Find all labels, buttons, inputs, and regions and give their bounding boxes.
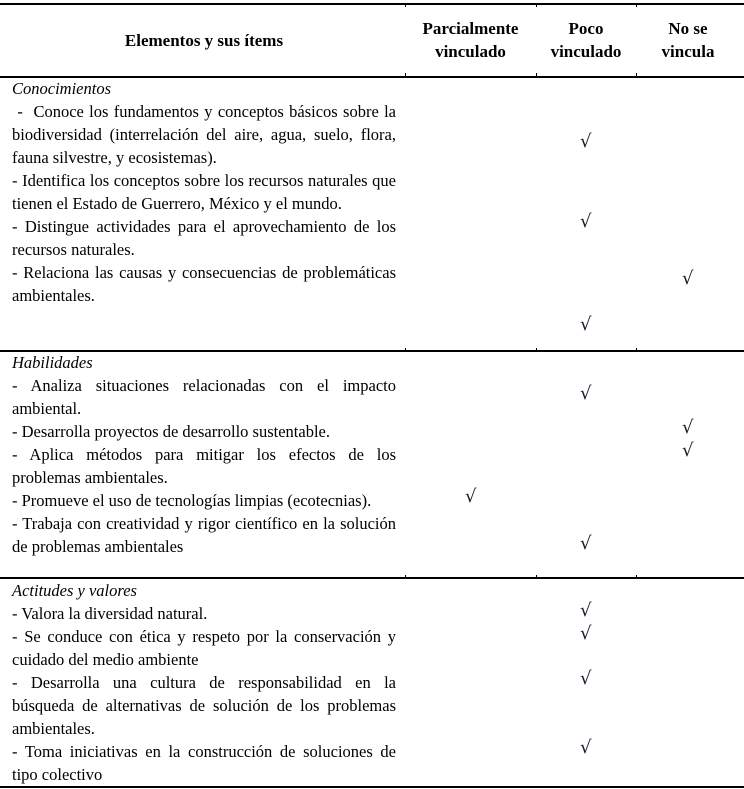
header-line: vinculado — [435, 42, 506, 61]
list-item: - Trabaja con creatividad y rigor científico en la solución de problemas ambientales — [12, 514, 396, 556]
check-icon: √ — [580, 314, 592, 335]
header-line: Poco — [568, 19, 604, 38]
list-item: - Relaciona las causas y consecuencias de problemáticas ambientales. — [12, 263, 396, 305]
col-divider-tick — [636, 348, 637, 352]
col-divider-tick — [405, 575, 406, 579]
list-item: - Analiza situaciones relacionadas con el impacto ambiental. — [12, 376, 396, 418]
table-top-rule — [0, 3, 744, 5]
table-bottom-rule — [0, 786, 744, 788]
list-item: - Se conduce con ética y respeto por la conservación y cuidado del medio ambiente — [12, 627, 396, 669]
section-title: Habilidades — [12, 353, 93, 372]
check-icon: √ — [580, 533, 592, 554]
col-divider-tick — [405, 3, 406, 7]
check-icon: √ — [682, 268, 694, 289]
check-icon: √ — [580, 623, 592, 644]
check-icon: √ — [580, 383, 592, 404]
list-item: - Identifica los conceptos sobre los recursos naturales que tienen el Estado de Guerrero, México y el mundo. — [12, 171, 396, 213]
header-parcialmente-vinculado — [405, 17, 536, 63]
header-elementos: Elementos y sus ítems — [124, 31, 284, 50]
header-no-se-vincula — [636, 17, 740, 63]
header-line: vincula — [661, 42, 715, 61]
list-item: - Promueve el uso de tecnologías limpias (ecotecnias). — [12, 491, 372, 510]
check-icon: √ — [580, 131, 592, 152]
check-icon: √ — [580, 211, 592, 232]
list-item: - Distingue actividades para el aprovechamiento de los recursos naturales. — [12, 217, 396, 259]
list-item: - Aplica métodos para mitigar los efectos de los problemas ambientales. — [12, 445, 396, 487]
header-line: Parcialmente — [422, 19, 519, 38]
check-icon: √ — [682, 417, 694, 438]
section-habilidades — [12, 351, 396, 558]
col-divider-tick — [636, 3, 637, 7]
check-icon: √ — [580, 600, 592, 621]
section-title: Conocimientos — [12, 79, 111, 98]
header-line: vinculado — [550, 42, 622, 61]
check-icon: √ — [682, 440, 694, 461]
list-item: - Desarrolla proyectos de desarrollo sustentable. — [12, 422, 330, 441]
check-icon: √ — [465, 486, 477, 507]
check-icon: √ — [580, 668, 592, 689]
col-divider-tick — [636, 73, 637, 77]
col-divider-tick — [405, 73, 406, 77]
col-divider-tick — [536, 575, 537, 579]
col-divider-tick — [636, 575, 637, 579]
list-item: - Toma iniciativas en la construcción de soluciones de tipo colectivo — [12, 742, 396, 784]
header-poco-vinculado — [536, 17, 636, 63]
list-item: - Conoce los fundamentos y conceptos básicos sobre la biodiversidad (interrelación del aire, agua, suelo, flora, fauna silvestre, y ecosistemas). — [12, 102, 401, 167]
header-line: No se — [668, 19, 708, 38]
col-divider-tick — [536, 348, 537, 352]
list-item: - Valora la diversidad natural. — [12, 604, 208, 623]
check-icon: √ — [580, 737, 592, 758]
col-divider-tick — [536, 73, 537, 77]
list-item: - Desarrolla una cultura de responsabilidad en la búsqueda de alternativas de solución de los problemas ambientales. — [12, 673, 396, 738]
col-divider-tick — [405, 348, 406, 352]
col-divider-tick — [536, 3, 537, 7]
section-conocimientos — [12, 77, 401, 307]
section-actitudes-y-valores — [12, 579, 396, 786]
section-title: Actitudes y valores — [12, 581, 137, 600]
